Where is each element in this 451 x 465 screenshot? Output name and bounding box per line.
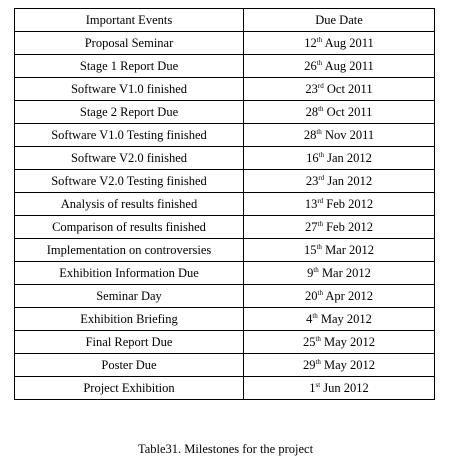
event-cell: Implementation on controversies [15,239,244,262]
ordinal-suffix: th [318,105,324,113]
due-day: 27 [305,220,318,234]
event-cell: Stage 1 Report Due [15,55,244,78]
table-header-row [15,9,435,32]
event-cell: Software V2.0 Testing finished [15,170,244,193]
due-day: 28 [303,128,317,142]
due-day: 20 [305,289,318,303]
event-cell: Comparison of results finished [15,216,244,239]
due-date-cell [244,78,435,101]
due-day: 9 [307,266,314,280]
due-day: 15 [303,243,317,257]
due-date-cell [244,147,435,170]
ordinal-suffix: rd [318,174,325,182]
event-cell: Exhibition Briefing [15,308,244,331]
due-month-year: Feb 2012 [326,197,374,211]
table-row [15,32,435,55]
ordinal-suffix: th [316,59,323,67]
due-date-cell [244,193,435,216]
event-cell: Stage 2 Report Due [15,101,244,124]
due-day: 4 [306,312,313,326]
due-date-cell [244,170,435,193]
table-row [15,354,435,377]
header-important-events: Important Events [15,9,244,32]
table-row [15,101,435,124]
ordinal-suffix: th [315,358,321,366]
due-day: 12 [304,36,317,50]
ordinal-suffix: th [316,36,323,44]
due-day: 13 [304,197,318,211]
due-date-cell [244,377,435,400]
due-day: 23 [305,82,318,96]
due-month-year: Oct 2011 [326,105,373,119]
due-month-year: Jan 2012 [327,151,372,165]
table-row [15,170,435,193]
event-cell: Software V1.0 Testing finished [15,124,244,147]
due-day: 25 [302,335,316,349]
due-day: 1 [309,381,316,395]
due-date-cell [244,262,435,285]
event-cell: Software V1.0 finished [15,78,244,101]
ordinal-suffix: st [315,381,321,389]
due-month-year: May 2012 [320,312,372,326]
due-day: 26 [304,59,317,73]
table-row [15,124,435,147]
due-date-cell [244,55,435,78]
table-row [15,331,435,354]
due-day: 28 [305,105,319,119]
due-day: 29 [302,358,316,372]
table-row [15,285,435,308]
due-date-cell [244,239,435,262]
event-cell: Proposal Seminar [15,32,244,55]
milestones-table [14,8,435,400]
table-row [15,147,435,170]
due-month-year: Jun 2012 [323,381,369,395]
table-row [15,216,435,239]
ordinal-suffix: th [316,128,322,136]
due-month-year: Mar 2012 [321,266,371,280]
due-month-year: Mar 2012 [325,243,375,257]
due-month-year: Apr 2012 [325,289,373,303]
table-row [15,377,435,400]
ordinal-suffix: th [316,243,322,251]
event-cell: Analysis of results finished [15,193,244,216]
ordinal-suffix: th [317,220,323,228]
table-body [15,32,435,400]
event-cell: Poster Due [15,354,244,377]
due-date-cell [244,124,435,147]
ordinal-suffix: th [312,312,318,320]
due-date-cell [244,32,435,55]
ordinal-suffix: th [315,335,321,343]
due-month-year: Aug 2011 [324,59,374,73]
table-row [15,78,435,101]
ordinal-suffix: th [317,289,323,297]
table-row [15,193,435,216]
ordinal-suffix: rd [317,82,324,90]
event-cell: Final Report Due [15,331,244,354]
table-row [15,308,435,331]
table-caption: Table31. Milestones for the project [137,442,314,456]
table-row [15,239,435,262]
due-date-cell [244,331,435,354]
due-date-cell [244,354,435,377]
due-date-cell [244,285,435,308]
due-date-cell [244,216,435,239]
ordinal-suffix: rd [317,197,324,205]
due-month-year: Feb 2012 [326,220,373,234]
header-due-date: Due Date [244,9,435,32]
due-day: 23 [305,174,319,188]
event-cell: Project Exhibition [15,377,244,400]
due-month-year: Aug 2011 [324,36,374,50]
due-date-cell [244,101,435,124]
due-month-year: May 2012 [324,358,376,372]
event-cell: Software V2.0 finished [15,147,244,170]
due-day: 16 [306,151,319,165]
due-month-year: Nov 2011 [324,128,375,142]
due-month-year: Jan 2012 [327,174,373,188]
due-month-year: Oct 2011 [326,82,373,96]
table-row [15,262,435,285]
ordinal-suffix: th [318,151,325,159]
event-cell: Seminar Day [15,285,244,308]
ordinal-suffix: th [313,266,319,274]
table-row [15,55,435,78]
due-date-cell [244,308,435,331]
event-cell: Exhibition Information Due [15,262,244,285]
due-month-year: May 2012 [324,335,376,349]
